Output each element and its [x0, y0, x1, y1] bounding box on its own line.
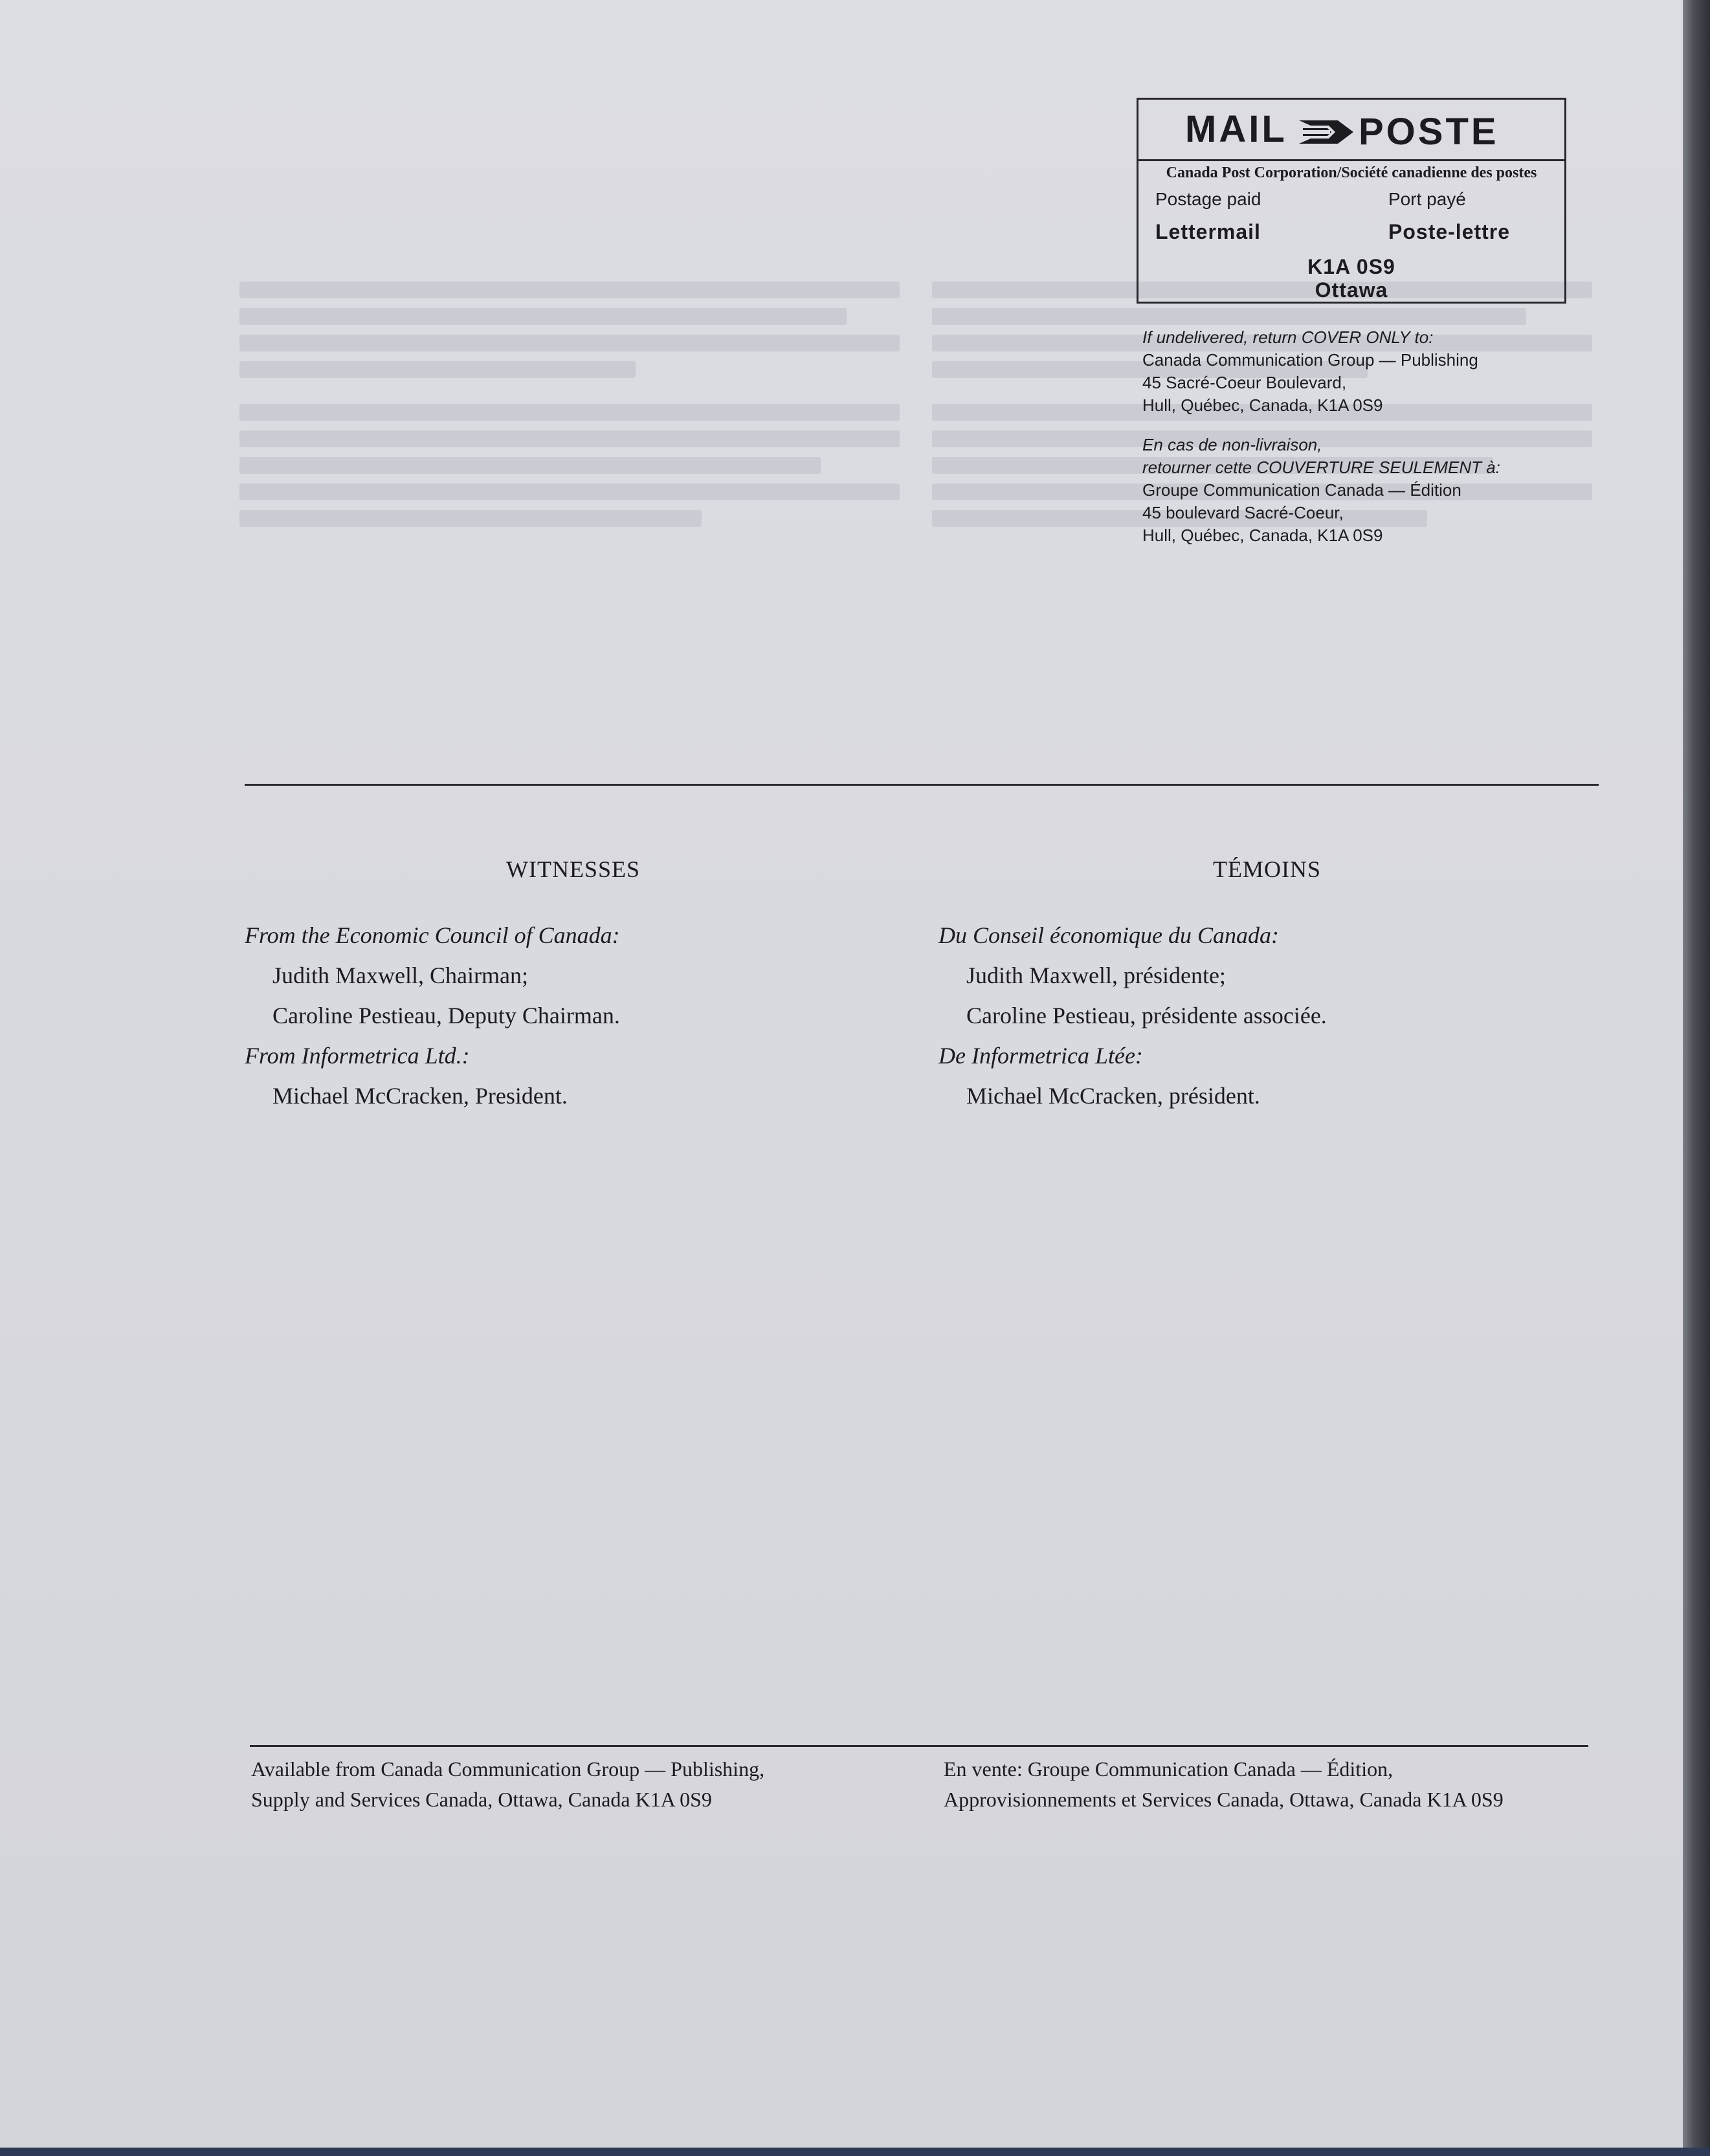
witnesses-heading: WITNESSES	[506, 856, 640, 882]
stamp-postage-paid: Postage paid	[1155, 189, 1261, 209]
return-fr-line5: Hull, Québec, Canada, K1A 0S9	[1142, 526, 1383, 545]
footer-fr-line1: En vente: Groupe Communication Canada — Édition,	[944, 1757, 1394, 1781]
return-en-line2: Canada Communication Group — Publishing	[1142, 350, 1478, 370]
footer-english	[251, 1754, 764, 1815]
bottom-page-edge	[0, 2148, 1710, 2156]
temoin-judith-maxwell: Judith Maxwell, présidente;	[966, 962, 1226, 988]
stamp-mail-label: MAIL	[1185, 108, 1287, 150]
footer-en-line2: Supply and Services Canada, Ottawa, Canada K1A 0S9	[251, 1788, 712, 1811]
section-divider	[245, 784, 1599, 786]
footer-en-line1: Available from Canada Communication Group — Publishing,	[251, 1757, 765, 1781]
return-en-line4: Hull, Québec, Canada, K1A 0S9	[1142, 395, 1383, 415]
return-en-line1: If undelivered, return COVER ONLY to:	[1142, 328, 1434, 347]
return-fr-line3: Groupe Communication Canada — Édition	[1142, 480, 1461, 500]
witness-org-informetrica: From Informetrica Ltd.:	[245, 1043, 470, 1069]
witnesses-english-list	[245, 915, 620, 1116]
return-fr-line4: 45 boulevard Sacré-Coeur,	[1142, 503, 1344, 522]
return-fr-line2: retourner cette COUVERTURE SEULEMENT à:	[1142, 458, 1500, 477]
stamp-header	[1138, 100, 1564, 161]
canada-post-arrow-icon	[1299, 118, 1353, 146]
bleed-through-left	[239, 272, 900, 777]
temoin-michael-mccracken: Michael McCracken, président.	[966, 1083, 1260, 1109]
witnesses-french-list	[938, 915, 1327, 1116]
stamp-poste-label: POSTE	[1359, 111, 1499, 153]
temoin-org-conseil-economique: Du Conseil économique du Canada:	[938, 922, 1279, 948]
return-en-line3: 45 Sacré-Coeur Boulevard,	[1142, 373, 1347, 392]
stamp-lettermail: Lettermail	[1155, 220, 1261, 243]
mail-postage-stamp	[1137, 98, 1566, 304]
stamp-postal-code: K1A 0S9	[1307, 255, 1395, 278]
return-address-french	[1142, 434, 1500, 547]
footer-fr-line2: Approvisionnements et Services Canada, Ottawa, Canada K1A 0S9	[944, 1788, 1504, 1811]
stamp-corporation: Canada Post Corporation/Société canadienne des postes	[1166, 164, 1537, 181]
return-address-english	[1142, 326, 1478, 417]
witness-michael-mccracken: Michael McCracken, President.	[272, 1083, 568, 1109]
temoin-org-informetrica: De Informetrica Ltée:	[938, 1043, 1143, 1069]
stamp-city: Ottawa	[1315, 278, 1388, 302]
witness-judith-maxwell: Judith Maxwell, Chairman;	[272, 962, 528, 988]
stamp-port-paye: Port payé	[1388, 189, 1466, 209]
book-spine-edge	[1683, 0, 1710, 2156]
temoin-caroline-pestieau: Caroline Pestieau, présidente associée.	[966, 1003, 1327, 1028]
footer-french	[944, 1754, 1504, 1815]
temoins-heading: TÉMOINS	[1213, 856, 1321, 882]
footer-divider	[250, 1745, 1588, 1747]
witness-org-economic-council: From the Economic Council of Canada:	[245, 922, 620, 948]
stamp-poste-lettre: Poste-lettre	[1388, 220, 1511, 243]
witness-caroline-pestieau: Caroline Pestieau, Deputy Chairman.	[272, 1003, 620, 1028]
return-fr-line1: En cas de non-livraison,	[1142, 435, 1322, 454]
